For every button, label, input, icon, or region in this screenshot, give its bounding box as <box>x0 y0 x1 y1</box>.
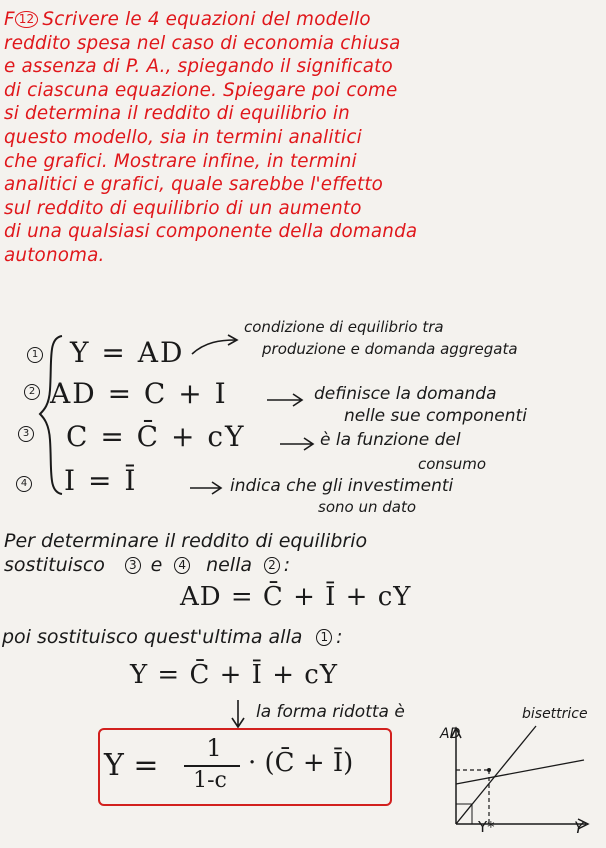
equation-number: 4 <box>16 476 32 492</box>
question-line: F 12 Scrivere le 4 equazioni del modello <box>4 9 371 30</box>
derivation-line: poi sostituisco quest'ultima alla 1 : <box>2 626 343 648</box>
y-equation: Y = C̄ + Ī + cY <box>130 660 338 690</box>
equation-number: 3 <box>18 426 34 442</box>
derivation-line: sostituisco 3 e 4 nella 2 : <box>4 554 291 576</box>
reduced-form-rhs: · (C̄ + Ī) <box>248 748 354 778</box>
question-line: che grafici. Mostrare infine, in termini <box>4 150 357 172</box>
arrow-icon <box>278 436 318 452</box>
equation-ref: 4 <box>174 557 190 574</box>
question-line: reddito spesa nel caso di economia chiusa <box>4 32 401 54</box>
equation-note: sono un dato <box>318 498 416 516</box>
question-number: 12 <box>15 11 39 28</box>
equation-note: nelle sue componenti <box>344 406 527 426</box>
equation-formula: I = Ī <box>64 464 138 497</box>
question-line: questo modello, sia in termini analitici <box>4 126 362 148</box>
question-line: di una qualsiasi componente della domanda <box>4 221 418 243</box>
equation-note: definisce la domanda <box>314 384 497 404</box>
equation-note: condizione di equilibrio tra <box>244 318 444 336</box>
fraction-denominator: 1-c <box>193 768 227 793</box>
graph-x-label: Y <box>574 818 584 837</box>
ad-equation: AD = C̄ + Ī + cY <box>180 582 412 612</box>
graph-y-label: AD <box>440 726 461 742</box>
question-line: autonoma. <box>4 244 105 266</box>
reduced-form-lhs: Y = <box>104 748 159 783</box>
graph-bisector-label: bisettrice <box>522 706 588 722</box>
equation-ref: 3 <box>125 557 141 574</box>
arrow-icon <box>190 334 240 358</box>
fraction-numerator: 1 <box>206 734 222 762</box>
graph-equilibrium-label: Y* <box>478 818 495 836</box>
down-arrow-icon <box>228 698 248 730</box>
equation-formula: C = C̄ + cY <box>66 420 246 453</box>
arrow-icon <box>265 392 305 408</box>
equation-note: consumo <box>418 455 487 473</box>
derivation-line: Per determinare il reddito di equilibrio <box>4 530 368 552</box>
equation-note: indica che gli investimenti <box>230 476 454 496</box>
question-line: sul reddito di equilibrio di un aumento <box>4 197 362 219</box>
arrow-icon <box>188 480 228 496</box>
equation-note: è la funzione del <box>320 430 461 450</box>
exercise-question <box>4 8 602 268</box>
question-line: analitici e grafici, quale sarebbe l'effetto <box>4 174 384 196</box>
equation-number: 2 <box>24 384 40 400</box>
equation-note: produzione e domanda aggregata <box>262 340 518 358</box>
equation-ref: 2 <box>264 557 280 574</box>
equation-formula: Y = AD <box>70 336 185 369</box>
reduced-form-note: la forma ridotta è <box>256 702 405 722</box>
question-line: e assenza di P. A., spiegando il significato <box>4 56 393 78</box>
equation-formula: AD = C + I <box>50 377 228 410</box>
question-line: si determina il reddito di equilibrio in <box>4 103 350 125</box>
equation-ref: 1 <box>316 629 332 646</box>
equation-number: 1 <box>27 347 43 363</box>
question-prefix: F <box>4 9 15 30</box>
question-line: di ciascuna equazione. Spiegare poi come <box>4 79 398 101</box>
